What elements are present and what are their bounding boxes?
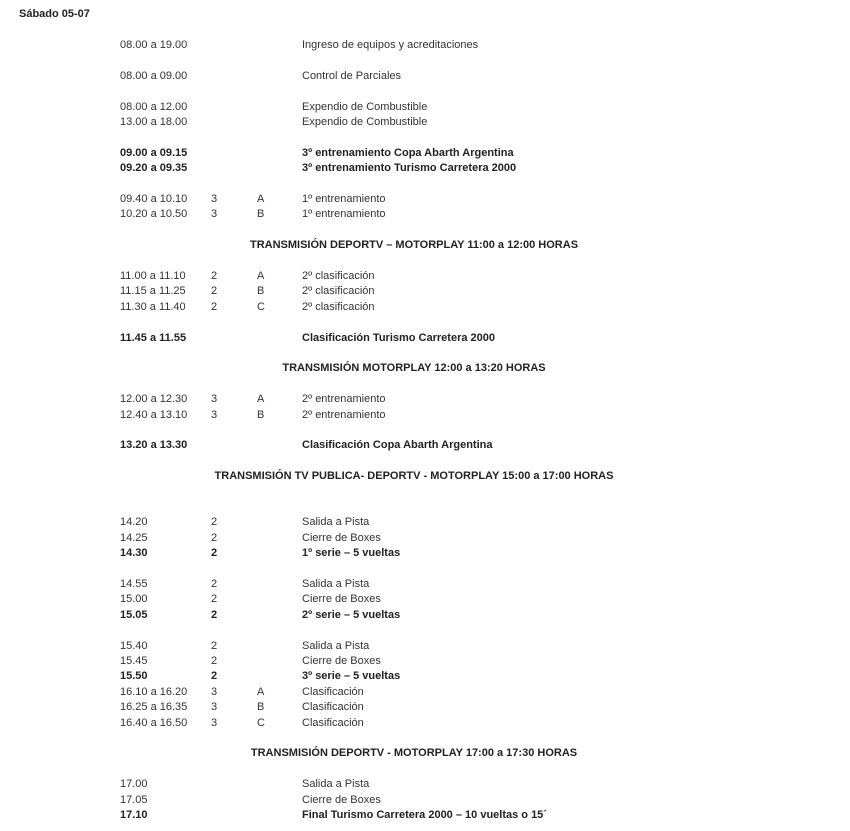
schedule-time: 12.40 a 13.10 [120,408,188,421]
schedule-group: 2 [211,300,218,313]
schedule-group: 2 [211,655,218,667]
schedule-activity: 2º clasificación [302,300,375,313]
schedule-row [0,592,850,607]
schedule-activity: 2º serie – 5 vueltas [302,608,401,621]
schedule-time: 10.20 a 10.50 [120,208,188,221]
schedule-activity: Clasificación Turismo Carretera 2000 [302,331,495,344]
broadcast-banner [0,746,850,761]
schedule-row [0,546,850,561]
schedule-row [0,438,850,453]
schedule-activity: 1º entrenamiento [302,193,386,205]
schedule-row [0,669,850,684]
schedule-activity: 3º entrenamiento Turismo Carretera 2000 [302,162,517,175]
schedule-activity: Salida a Pista [302,778,370,791]
schedule-row [0,716,850,731]
schedule-row [0,793,850,808]
schedule-row [0,515,850,530]
schedule-row [0,685,850,700]
schedule-row [0,777,850,792]
broadcast-banner [0,238,850,253]
schedule-row [0,608,850,623]
schedule-category: A [257,193,265,205]
schedule-time: 13.20 a 13.30 [120,439,188,452]
schedule-group: 3 [211,701,218,714]
schedule-group: 2 [211,270,218,282]
schedule-activity: Expendio de Combustible [302,100,428,113]
schedule-activity: Salida a Pista [302,639,370,652]
schedule-category: A [257,685,265,698]
schedule-category: C [257,716,265,729]
schedule-activity: 1º serie – 5 vueltas [302,547,401,560]
schedule-row [0,115,850,130]
schedule-time: 08.00 a 12.00 [120,100,188,113]
schedule-group: 3 [211,208,218,221]
schedule-time: 09.20 a 09.35 [120,162,188,175]
schedule-activity: 2º clasificación [302,285,375,298]
schedule-category: B [257,408,265,421]
schedule-time: 11.30 a 11.40 [120,300,186,313]
schedule-category: B [257,701,265,714]
schedule-group: 3 [211,193,218,205]
schedule-time: 17.00 [120,778,148,791]
schedule-time: 11.00 a 11.10 [120,270,186,282]
schedule-group: 3 [211,685,218,698]
schedule-time: 09.00 a 09.15 [120,146,188,159]
schedule-activity: 1º entrenamiento [302,208,386,221]
schedule-activity: 3º entrenamiento Copa Abarth Argentina [302,146,514,159]
schedule-group: 2 [211,593,218,606]
schedule-activity: Cierre de Boxes [302,655,381,667]
schedule-time: 16.10 a 16.20 [120,685,188,698]
schedule-group: 2 [211,547,218,560]
schedule-category: B [257,208,265,221]
schedule-time: 09.40 a 10.10 [120,193,188,205]
schedule-group: 3 [211,393,218,406]
broadcast-banner [0,469,850,484]
schedule-category: A [257,270,265,282]
schedule-activity: 2º entrenamiento [302,408,386,421]
schedule-group: 2 [211,285,218,298]
schedule-row [0,284,850,299]
schedule-row [0,808,850,823]
schedule-row [0,100,850,115]
schedule-group: 2 [211,578,218,590]
schedule-time: 11.45 a 11.55 [120,331,187,344]
schedule-time: 11.15 a 11.25 [120,285,186,298]
schedule-row [0,207,850,222]
schedule-time: 14.55 [120,578,148,590]
schedule-time: 16.40 a 16.50 [120,716,188,729]
schedule-time: 14.30 [120,547,148,560]
schedule-row [0,269,850,284]
schedule-activity: Salida a Pista [302,578,370,590]
schedule-row [0,331,850,346]
broadcast-banner-text: TRANSMISIÓN TV PUBLICA- DEPORTV - MOTORPLAY 15:00 a 17:00 HORAS [214,470,614,483]
schedule-group: 2 [211,516,218,529]
schedule-group: 2 [211,639,218,652]
schedule-time: 16.25 a 16.35 [120,701,188,714]
schedule-row [0,654,850,669]
schedule-category: C [257,300,265,313]
schedule-time: 17.05 [120,793,148,806]
broadcast-banner-text: TRANSMISIÓN DEPORTV – MOTORPLAY 11:00 a 12:00 HORAS [249,239,579,252]
schedule-row [0,639,850,654]
schedule-row [0,38,850,53]
schedule-activity: 3º serie – 5 vueltas [302,670,401,683]
schedule-activity: Cierre de Boxes [302,531,381,544]
schedule-group: 3 [211,408,218,421]
schedule-row [0,408,850,423]
schedule-row [0,146,850,161]
schedule-row [0,577,850,592]
schedule-row [0,700,850,715]
schedule-activity: Expendio de Combustible [302,116,428,128]
page-title: Sábado 05-07 [19,8,90,20]
schedule-time: 14.20 [120,516,148,529]
schedule-activity: Salida a Pista [302,516,370,529]
schedule-time: 15.50 [120,670,148,683]
broadcast-banner-text: TRANSMISIÓN DEPORTV - MOTORPLAY 17:00 a 17:30 HORAS [250,747,578,760]
schedule-time: 17.10 [120,809,148,821]
schedule-time: 15.00 [120,593,148,606]
schedule-activity: Final Turismo Carretera 2000 – 10 vueltas o 15´ [302,809,547,821]
schedule-group: 2 [211,531,218,544]
schedule-time: 08.00 a 19.00 [120,39,188,51]
schedule-row [0,192,850,207]
schedule-group: 2 [211,670,218,683]
schedule-time: 15.05 [120,608,148,621]
schedule-time: 13.00 a 18.00 [120,116,188,128]
schedule-row [0,161,850,176]
schedule-activity: Clasificación [302,701,364,714]
schedule-time: 12.00 a 12.30 [120,393,188,406]
schedule-time: 08.00 a 09.00 [120,69,188,82]
schedule-row [0,531,850,546]
schedule-activity: Clasificación [302,685,364,698]
schedule-row [0,300,850,315]
schedule-activity: Control de Parciales [302,69,402,82]
schedule-row [0,69,850,84]
schedule-row [0,392,850,407]
schedule-time: 14.25 [120,531,148,544]
broadcast-banner-text: TRANSMISIÓN MOTORPLAY 12:00 a 13:20 HORAS [282,362,546,375]
schedule-activity: Cierre de Boxes [302,793,381,806]
schedule-activity: Cierre de Boxes [302,593,381,606]
schedule-activity: Clasificación Copa Abarth Argentina [302,439,493,452]
schedule-category: B [257,285,265,298]
schedule-activity: Ingreso de equipos y acreditaciones [302,39,479,51]
schedule-activity: Clasificación [302,716,364,729]
broadcast-banner [0,361,850,376]
schedule-activity: 2º entrenamiento [302,393,386,406]
schedule-time: 15.45 [120,655,148,667]
schedule-group: 3 [211,716,218,729]
schedule-group: 2 [211,608,218,621]
schedule-activity: 2º clasificación [302,270,375,282]
schedule-time: 15.40 [120,639,148,652]
schedule-category: A [257,393,265,406]
